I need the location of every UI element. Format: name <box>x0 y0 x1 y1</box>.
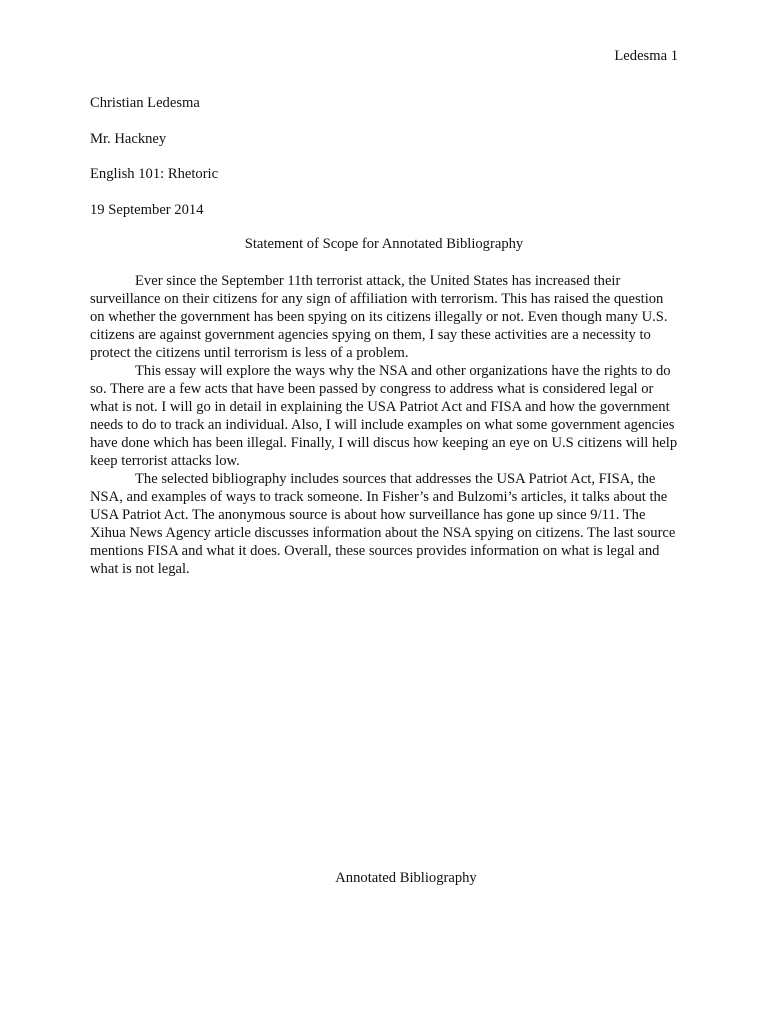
date-line: 19 September 2014 <box>90 202 204 218</box>
running-head: Ledesma 1 <box>614 48 678 64</box>
student-name: Christian Ledesma <box>90 95 200 111</box>
course-name: English 101: Rhetoric <box>90 166 219 182</box>
body-text <box>90 272 678 578</box>
paragraph-2: This essay will explore the ways why the NSA and other organizations have the rights to do so. There are a few acts that have been passed by congress to address what is considered legal or what is not. I will go in detail in explaining the USA Patriot Act and FISA and how the government needs to do to track an individual. Also, I will include examples on what some government agencies have done which has been illegal. Finally, I will discus how keeping an eye on U.S citizens will help keep terrorist attacks low. <box>90 363 678 469</box>
instructor-name: Mr. Hackney <box>90 131 167 147</box>
section-title: Annotated Bibliography <box>335 870 477 886</box>
paragraph-1: Ever since the September 11th terrorist attack, the United States has increased their surveillance on their citizens for any sign of affiliation with terrorism. This has raised the question on whether the government has been spying on its citizens illegally or not. Even though many U.S. citizens are against government agencies spying on them, I say these activities are a necessity to protect the citizens until terrorism is less of a problem. <box>90 273 668 361</box>
document-title: Statement of Scope for Annotated Bibliography <box>244 236 524 252</box>
paragraph-3: The selected bibliography includes sources that addresses the USA Patriot Act, FISA, the NSA, and examples of ways to track someone. In Fisher’s and Bulzomi’s articles, it talks about the USA Patriot Act. The anonymous source is about how surveillance has gone up since 9/11. The Xihua News Agency article discusses information about the NSA spying on citizens. The last source mentions FISA and what it does. Overall, these sources provides information on what is legal and what is not legal. <box>90 471 676 577</box>
